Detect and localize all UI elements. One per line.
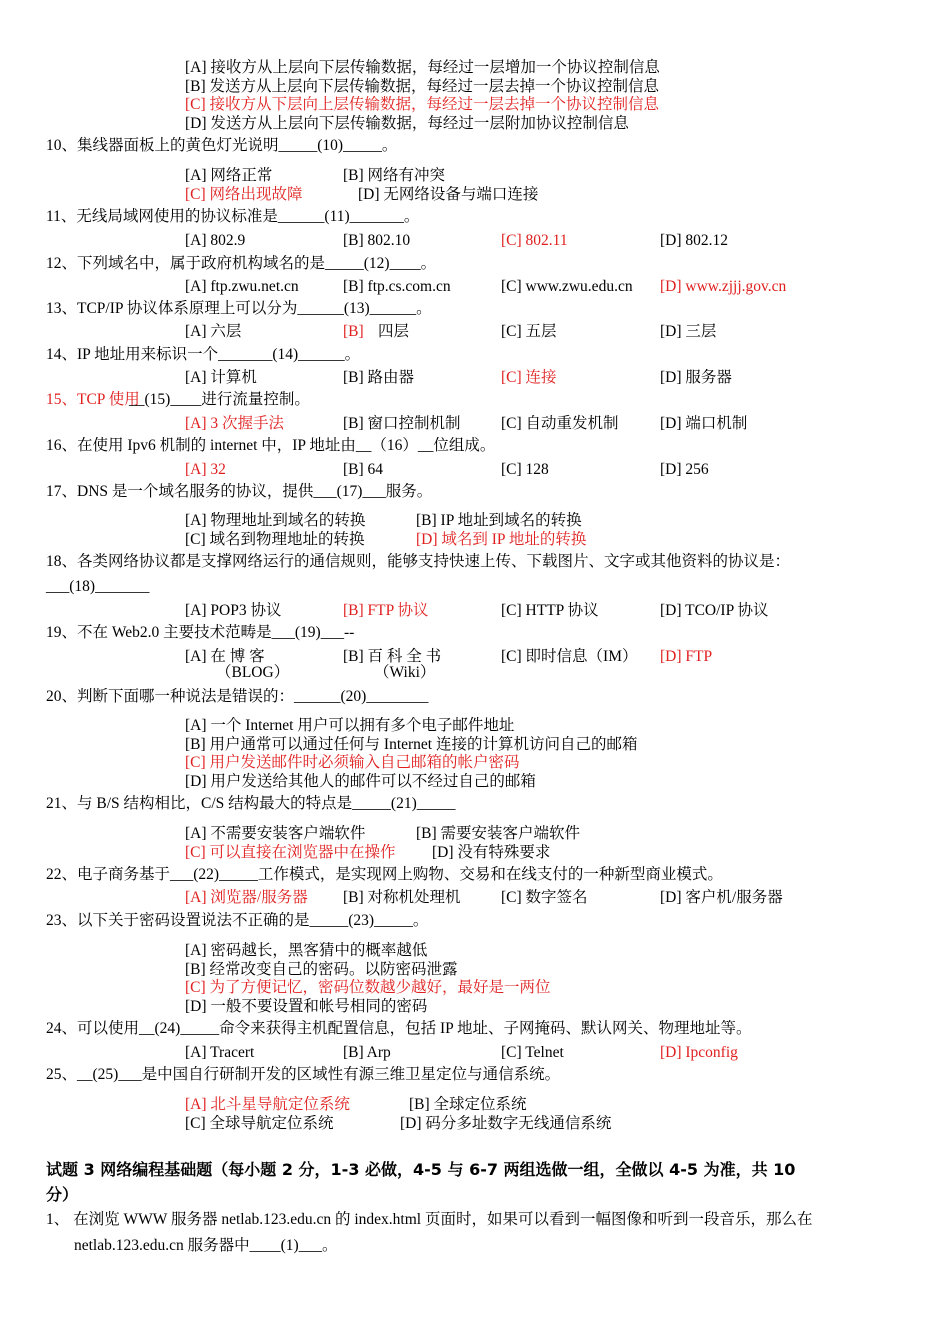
answer-option: [B] 802.10 [343, 232, 411, 249]
answer-option: [A] 计算机 [185, 369, 257, 386]
question-text: 13、TCP/IP 协议体系原理上可以分为______(13)______。 [46, 300, 432, 317]
answer-option: [D] 802.12 [660, 232, 729, 249]
answer-option: [C] Telnet [501, 1044, 564, 1061]
answer-option-correct: [D] 域名到 IP 地址的转换 [416, 531, 587, 548]
question-text: 14、IP 地址用来标识一个_______(14)______。 [46, 346, 361, 363]
answer-option: [B] 全球定位系统 [409, 1096, 527, 1113]
answer-option: [C] 128 [501, 461, 549, 478]
answer-option: [B] Arp [343, 1044, 391, 1061]
question-text: 15、TCP 使用 [46, 391, 140, 408]
answer-option: [A] 密码越长，黑客猜中的概率越低 [185, 942, 428, 959]
answer-option: ___(18)_______ [46, 578, 150, 595]
answer-option: （BLOG） [216, 664, 290, 681]
answer-option: [C] www.zwu.edu.cn [501, 278, 633, 295]
question-text: 10、集线器面板上的黄色灯光说明_____(10)_____。 [46, 137, 398, 154]
question-text: 21、与 B/S 结构相比，C/S 结构最大的特点是_____(21)_____ [46, 795, 456, 812]
answer-option: [B] 64 [343, 461, 384, 478]
answer-option-correct: [C] 为了方便记忆，密码位数越少越好，最好是一两位 [185, 979, 551, 996]
answer-option-correct: [A] 北斗星导航定位系统 [185, 1096, 350, 1113]
answer-option-correct: [C] 用户发送邮件时必须输入自己邮箱的帐户密码 [185, 754, 520, 771]
question-text: 16、在使用 Ipv6 机制的 internet 中，IP 地址由__（16）__位组成。 [46, 437, 496, 454]
answer-option: [D] 服务器 [660, 369, 732, 386]
answer-option: [C] 五层 [501, 323, 557, 340]
question-text: 18、各类网络协议都是支撑网络运行的通信规则，能够支持快速上传、下载图片、文字或其他资料的协议是： [46, 553, 791, 570]
section-heading-continued: 分） [46, 1185, 79, 1204]
answer-option: [A] 不需要安装客户端软件 [185, 825, 366, 842]
answer-option-correct: [A] 浏览器/服务器 [185, 889, 308, 906]
answer-option: [A] 一个 Internet 用户可以拥有多个电子邮件地址 [185, 717, 515, 734]
answer-option: [B] 对称机处理机 [343, 889, 461, 906]
answer-option-correct: [C] 网络出现故障 [185, 186, 303, 203]
answer-option: [B] 需要安装客户端软件 [416, 825, 581, 842]
answer-option: [B] 发送方从上层向下层传输数据，每经过一层去掉一个协议控制信息 [185, 78, 660, 95]
question-text-part: __(15)____进行流量控制。 [129, 391, 310, 408]
answer-option-correct: [C] 可以直接在浏览器中在操作 [185, 844, 396, 861]
question-text: 23、以下关于密码设置说法不正确的是_____(23)_____。 [46, 912, 429, 929]
answer-option: [C] 全球导航定位系统 [185, 1115, 334, 1132]
answer-option: [D] TCO/IP 协议 [660, 602, 769, 619]
answer-option: [D] 三层 [660, 323, 717, 340]
answer-option-correct: [A] 32 [185, 461, 226, 478]
question-text: 12、下列域名中，属于政府机构域名的是_____(12)____。 [46, 255, 437, 272]
question-text: 20、判断下面哪一种说法是错误的：______(20)________ [46, 688, 429, 705]
answer-option: [A] 接收方从上层向下层传输数据，每经过一层增加一个协议控制信息 [185, 59, 660, 76]
answer-option-correct: [B] [343, 323, 364, 340]
question-text: 22、电子商务基于___(22)_____工作模式，是实现网上购物、交易和在线支付的一种新型商业模式。 [46, 866, 723, 883]
answer-option: [D] 端口机制 [660, 415, 748, 432]
answer-option: [D] 无网络设备与端口连接 [358, 186, 539, 203]
answer-option: [A] 在 博 客 [185, 648, 265, 665]
answer-option: [B] 用户通常可以通过任何与 Internet 连接的计算机访问自己的邮箱 [185, 736, 638, 753]
answer-option: [C] 自动重发机制 [501, 415, 619, 432]
answer-option-correct: [B] FTP 协议 [343, 602, 429, 619]
answer-option-correct: [D] www.zjjj.gov.cn [660, 278, 787, 295]
question-text: 25、__(25)___是中国自行研制开发的区域性有源三维卫星定位与通信系统。 [46, 1066, 561, 1083]
answer-option: [C] HTTP 协议 [501, 602, 599, 619]
question-1-text-continued: netlab.123.edu.cn 服务器中____(1)___。 [74, 1237, 338, 1254]
answer-option: [A] 网络正常 [185, 167, 273, 184]
question-1-text: 1、 在浏览 WWW 服务器 netlab.123.edu.cn 的 index.html 页面时，如果可以看到一幅图像和听到一段音乐，那么在 [46, 1211, 813, 1228]
question-text: 17、DNS 是一个域名服务的协议，提供___(17)___服务。 [46, 483, 433, 500]
answer-option: [A] POP3 协议 [185, 602, 282, 619]
answer-option: [C] 域名到物理地址的转换 [185, 531, 365, 548]
answer-option: [B] ftp.cs.com.cn [343, 278, 451, 295]
answer-option: [D] 用户发送给其他人的邮件可以不经过自己的邮箱 [185, 773, 536, 790]
question-text: 19、不在 Web2.0 主要技术范畴是___(19)___-- [46, 624, 355, 641]
answer-option: [D] 客户机/服务器 [660, 889, 783, 906]
answer-option: [B] 网络有冲突 [343, 167, 446, 184]
answer-option-correct: [C] 802.11 [501, 232, 568, 249]
answer-option: [B] 窗口控制机制 [343, 415, 461, 432]
answer-option: [D] 码分多址数字无线通信系统 [400, 1115, 612, 1132]
section-heading: 试题 3 网络编程基础题（每小题 2 分，1-3 必做，4-5 与 6-7 两组选做一组，全做以 4-5 为准，共 10 [46, 1160, 796, 1179]
question-text: 11、无线局域网使用的协议标准是______(11)_______。 [46, 208, 420, 225]
answer-option: [A] ftp.zwu.net.cn [185, 278, 299, 295]
answer-option: [D] 发送方从上层向下层传输数据，每经过一层附加协议控制信息 [185, 115, 629, 132]
answer-option: [A] Tracert [185, 1044, 255, 1061]
answer-option-correct: [C] 接收方从下层向上层传输数据，每经过一层去掉一个协议控制信息 [185, 96, 660, 113]
answer-option-correct: [C] 连接 [501, 369, 557, 386]
answer-option: [A] 802.9 [185, 232, 246, 249]
answer-option: 四层 [378, 323, 410, 340]
answer-option: [B] 经常改变自己的密码。以防密码泄露 [185, 961, 458, 978]
answer-option-correct: [D] Ipconfig [660, 1044, 738, 1061]
answer-option: [B] IP 地址到域名的转换 [416, 512, 582, 529]
answer-option: [D] 一般不要设置和帐号相同的密码 [185, 998, 428, 1015]
answer-option-correct: [A] 3 次握手法 [185, 415, 285, 432]
question-text: 24、可以使用__(24)_____命令来获得主机配置信息，包括 IP 地址、子网掩码、默认网关、物理地址等。 [46, 1020, 752, 1037]
answer-option: [B] 百 科 全 书 [343, 648, 442, 665]
answer-option: [C] 数字签名 [501, 889, 588, 906]
answer-option: [B] 路由器 [343, 369, 415, 386]
answer-option: [A] 物理地址到域名的转换 [185, 512, 366, 529]
answer-option: [D] 256 [660, 461, 709, 478]
answer-option-correct: [D] FTP [660, 648, 713, 665]
answer-option: [A] 六层 [185, 323, 242, 340]
answer-option: [D] 没有特殊要求 [432, 844, 551, 861]
answer-option: （Wiki） [374, 664, 436, 681]
answer-option: [C] 即时信息（IM） [501, 648, 638, 665]
